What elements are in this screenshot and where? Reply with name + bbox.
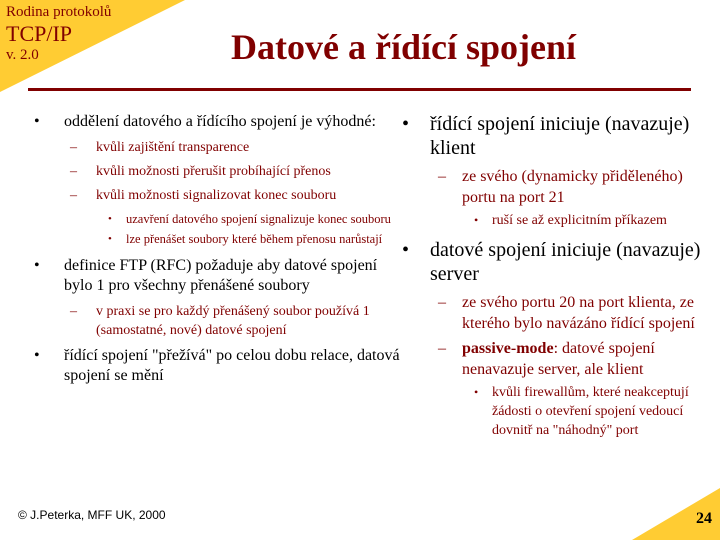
sub-sub-bullet-item [34, 210, 406, 228]
sub-bullet-text: kvůli zajištění transparence [96, 140, 250, 155]
sub-bullet-text: v praxi se pro každý přenášený soubor používá 1 (samostatné, nové) datové spojení [96, 304, 370, 338]
bullet-item [402, 238, 718, 286]
left-column [34, 112, 406, 386]
dash-glyph: – [70, 188, 77, 203]
series-brand [6, 4, 111, 63]
bullet-item [34, 112, 406, 132]
bullet-item [34, 256, 406, 296]
bullet-glyph: • [402, 239, 410, 261]
bullet-text: řídící spojení iniciuje (navazuje) klient [430, 113, 690, 159]
right-column [402, 112, 718, 440]
sub-bullet-text: kvůli možnosti přerušit probíhající přenos [96, 164, 331, 179]
sub-bullet-item [34, 138, 406, 157]
sub-bullet-text: kvůli možnosti signalizovat konec souboru [96, 188, 337, 203]
bullet-text: řídící spojení "přežívá" po celou dobu relace, datová spojení se mění [64, 347, 400, 384]
footer-copyright: © J.Peterka, MFF UK, 2000 [18, 508, 166, 522]
dot-glyph: • [108, 213, 112, 225]
dash-glyph: – [438, 340, 446, 357]
sub-bullet-item [402, 292, 718, 334]
sub-sub-bullet-text: kvůli firewallům, které neakceptují žádosti o otevření spojení vedoucí dovnitř na "náhodný" port [492, 385, 689, 438]
dash-glyph: – [438, 168, 446, 185]
dash-glyph: – [70, 140, 77, 155]
sub-sub-bullet-text: ruší se až explicitním příkazem [492, 213, 667, 228]
bullet-item [34, 346, 406, 386]
page-number: 24 [696, 510, 712, 527]
bullet-glyph: • [34, 113, 40, 130]
sub-bullet-item [402, 338, 718, 380]
dash-glyph: – [70, 304, 77, 319]
bullet-glyph: • [34, 257, 40, 274]
sub-bullet-text: : datové spojení nenavazuje server, ale klient [462, 340, 655, 378]
title-underline [28, 88, 691, 91]
bullet-glyph: • [402, 113, 410, 135]
sub-bullet-text: ze svého (dynamicky přiděleného) portu na port 21 [462, 168, 683, 206]
brand-line-2: TCP/IP [6, 20, 73, 46]
dash-glyph: – [70, 164, 77, 179]
sub-bullet-item [34, 186, 406, 205]
sub-bullet-text: ze svého portu 20 na port klienta, ze kterého bylo navázáno řídící spojení [462, 294, 695, 332]
dot-glyph: • [108, 233, 112, 245]
dot-glyph: • [474, 385, 479, 399]
bullet-text: definice FTP (RFC) požaduje aby datové spojení bylo 1 pro všechny přenášené soubory [64, 257, 378, 294]
slide-title: Datové a řídící spojení [231, 27, 576, 67]
bullet-text: datové spojení iniciuje (navazuje) server [430, 239, 701, 285]
bullet-item [402, 112, 718, 160]
bullet-glyph: • [34, 347, 40, 364]
brand-line-1: Rodina protokolů [6, 4, 112, 20]
passive-mode-term: passive-mode [462, 340, 554, 357]
bullet-text: oddělení datového a řídícího spojení je výhodné: [64, 113, 376, 130]
sub-bullet-item [34, 162, 406, 181]
brand-version: v. 2.0 [6, 46, 39, 63]
dot-glyph: • [474, 213, 479, 227]
sub-sub-bullet-text: uzavření datového spojení signalizuje konec souboru [126, 212, 391, 226]
sub-bullet-item [402, 166, 718, 208]
dash-glyph: – [438, 294, 446, 311]
sub-sub-bullet-item [34, 230, 406, 248]
sub-bullet-item [34, 302, 406, 340]
sub-sub-bullet-text: lze přenášet soubory které během přenosu narůstají [126, 232, 383, 246]
sub-sub-bullet-item [402, 211, 718, 230]
sub-sub-bullet-item [402, 383, 718, 440]
